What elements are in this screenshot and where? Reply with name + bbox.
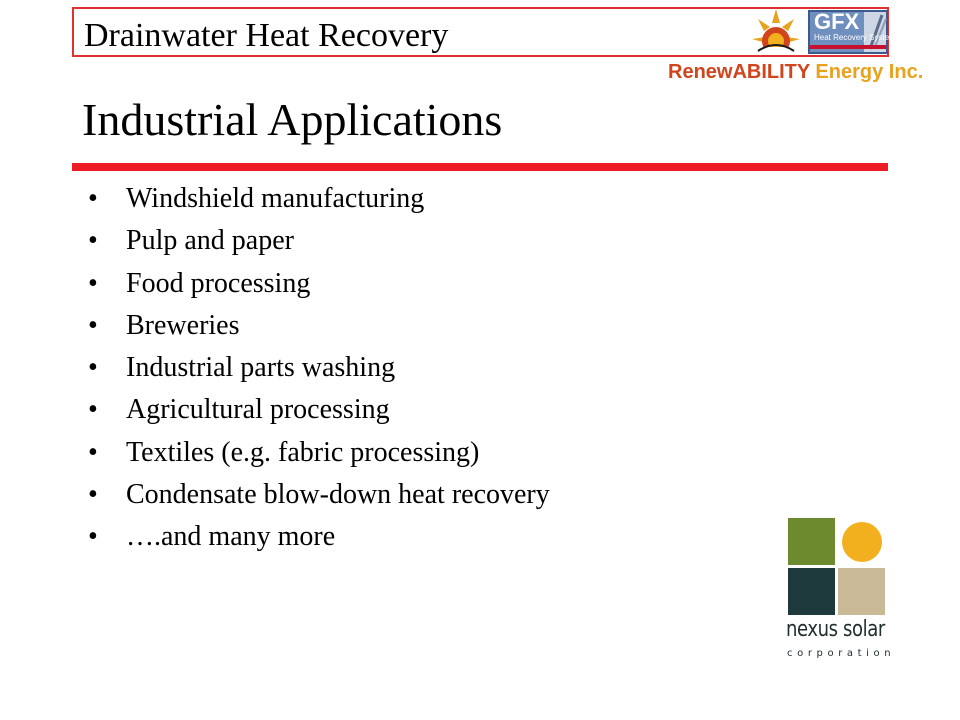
nexus-wordmark: nexus solar xyxy=(786,617,885,642)
bullet-text: Textiles (e.g. fabric processing) xyxy=(126,436,480,468)
bullet-dot: • xyxy=(88,479,98,511)
renewability-wordmark: RenewABILITY xyxy=(668,61,810,83)
nexus-solar-logo xyxy=(784,514,894,664)
bullet-dot: • xyxy=(88,267,98,299)
nexus-square-dark xyxy=(788,568,835,615)
bullet-item xyxy=(88,474,550,516)
nexus-square-tan xyxy=(838,568,885,615)
header-title: Drainwater Heat Recovery xyxy=(84,17,449,54)
bullet-dot: • xyxy=(88,436,98,468)
bullet-dot: • xyxy=(88,225,98,257)
nexus-corporation-text: corporation xyxy=(787,648,896,659)
bullet-item xyxy=(88,389,550,431)
bullet-text: ….and many more xyxy=(126,521,336,553)
renewability-suffix: Energy Inc. xyxy=(809,61,924,83)
bullet-dot: • xyxy=(88,309,98,341)
bullet-dot: • xyxy=(88,352,98,384)
bullet-dot: • xyxy=(88,183,98,214)
bullet-item xyxy=(88,432,550,474)
bullet-text: Agricultural processing xyxy=(126,394,390,426)
bullet-text: Condensate blow-down heat recovery xyxy=(126,479,550,511)
bullet-text: Windshield manufacturing xyxy=(126,183,425,214)
sun-icon xyxy=(752,9,800,55)
bullet-item xyxy=(88,220,550,262)
bullet-text: Industrial parts washing xyxy=(126,352,396,384)
bullet-item xyxy=(88,516,550,558)
bullet-text: Breweries xyxy=(126,309,240,341)
bullet-dot: • xyxy=(88,394,98,426)
header-box xyxy=(72,7,900,57)
bullet-text: Pulp and paper xyxy=(126,225,294,257)
gfx-logo xyxy=(736,9,889,55)
bullet-dot: • xyxy=(88,521,98,553)
bullet-list xyxy=(88,178,550,559)
gfx-wordmark: GFX xyxy=(814,9,860,34)
nexus-square-green xyxy=(788,518,835,565)
renewability-logo xyxy=(668,60,923,84)
bullet-item xyxy=(88,178,550,220)
nexus-circle-gold xyxy=(840,520,884,564)
bullet-item xyxy=(88,305,550,347)
bullet-text: Food processing xyxy=(126,267,311,299)
title-rule xyxy=(72,163,888,171)
bullet-item xyxy=(88,347,550,389)
bullet-item xyxy=(88,263,550,305)
gfx-tagline: Heat Recovery Systems xyxy=(814,33,900,42)
slide-title: Industrial Applications xyxy=(82,94,503,145)
